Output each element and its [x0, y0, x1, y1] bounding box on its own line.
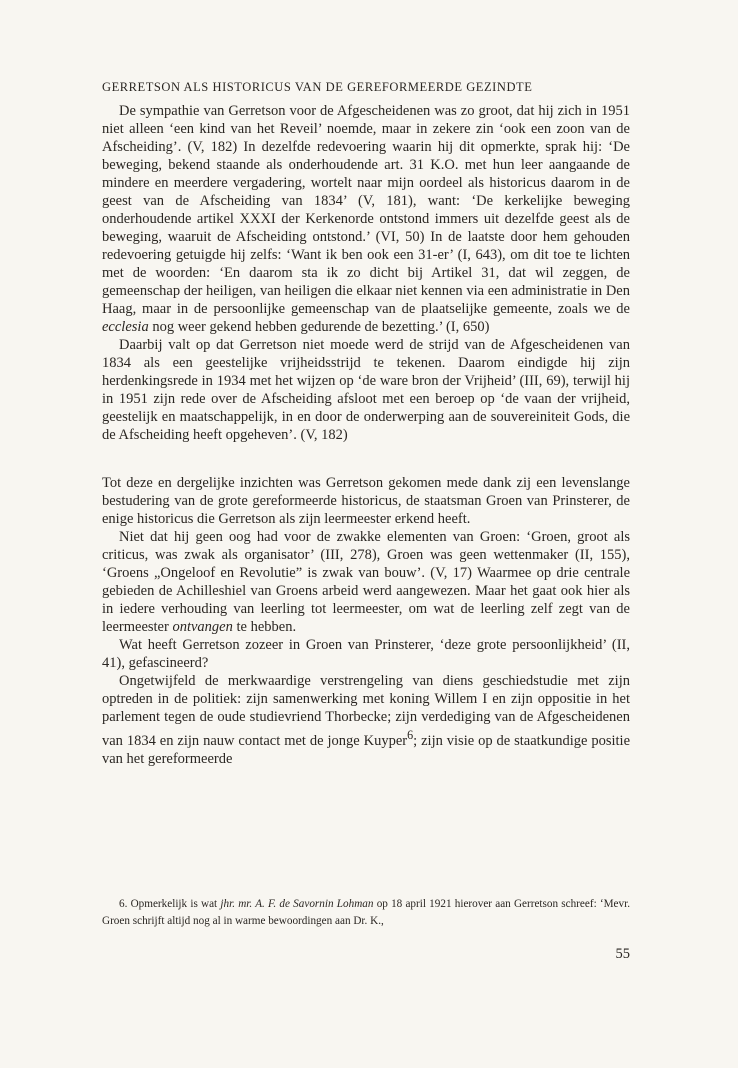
footnote-rest: op 18 april 1921 hierover aan Gerretson schreef: ‘Mevr. Groen schrijft altijd nog al in warme bewoordingen aan Dr. K.,: [102, 898, 631, 927]
paragraph: [102, 528, 630, 636]
footnote: [102, 896, 630, 930]
footnote-text: [102, 896, 630, 930]
running-head: GERRETSON ALS HISTORICUS VAN DE GEREFORMEERDE GEZINDTE: [102, 80, 533, 94]
paragraph-text: Niet dat hij geen oog had voor de zwakke elementen van Groen: ‘Groen, groot als criticus, was zwak als organisator’ (III, 278), Groen was geen wettenmaker (II, 155), ‘Groens „Ongeloof en Revolutie” is zwak van bouw’. (V, 17) Waarmee op drie centrale gebieden de Achilleshiel van Groens arbeid werd aangewezen. Maar het gaat ook hier als in iedere verhouding van leerling tot leermeester, om wat de leerling zelf zegt van de leermeester: [102, 529, 630, 635]
italic-term: ecclesia: [102, 319, 149, 335]
paragraph: [102, 672, 630, 768]
paragraph: Tot deze en dergelijke inzichten was Gerretson gekomen mede dank zij een levenslange bestudering van de grote gereformeerde historicus, de staatsman Groen van Prinsterer, de enige historicus die Gerretson als zijn leermeester erkend heeft.: [102, 475, 630, 527]
footnote-ref: 6: [407, 728, 414, 742]
section-break: [102, 444, 630, 474]
paragraph-text: te hebben.: [236, 619, 297, 635]
paragraph-text: ; zijn visie op de staatkundige positie van het gereformeerde: [102, 732, 631, 767]
paragraph-text: nog weer gekend hebben gedurende de bezetting.’ (I, 650): [152, 319, 490, 335]
paragraph: [102, 102, 630, 336]
paragraph-text: De sympathie van Gerretson voor de Afgescheidenen was zo groot, dat hij zich in 1951 niet alleen ‘een kind van het Reveil’ noemde, maar in zekere zin ‘ook een zoon van de Afscheiding’. (V, 182) In dezelfde redevoering waarin hij dit opmerkte, sprak hij: ‘De beweging, bekend staande als onderhoudende art. 31 K.O. met hun leer aangaande de mindere en meerdere vergadering, wortelt naar mijn oordeel als historicus daarom in de geest van de Afscheiding van 1834’ (V, 181), want: ‘De kerkelijke beweging onderhoudende artikel XXXI der Kerkenorde ontstond immers uit dezelfde geest als de beweging, waaruit de Afscheiding ontstond.’ (VI, 50) In de laatste door hem gehouden redevoering getuigde hij zelfs: ‘Want ik ben ook een 31-er’ (I, 643), om dit toe te lichten met de woorden: ‘En daarom sta ik zo dicht bij Artikel 31, dat wil zeggen, de gemeenschap der heiligen, van heiligen die elkaar niet kennen via een administratie in Den Haag, maar in de persoonlijke gemeenschap van de plaatselijke gemeente, zoals we de: [102, 103, 630, 317]
body-text: [102, 102, 630, 768]
paragraph-text: Ongetwijfeld de merkwaardige verstrengeling van diens geschiedstudie met zijn optreden in de politiek: zijn samenwerking met koning Willem I en zijn oppositie in het parlement tegen de oude studievriend Thorbecke; zijn verdediging van de Afgescheidenen van 1834 en zijn nauw contact met de jonge Kuyper: [102, 673, 630, 749]
footnote-author: jhr. mr. A. F. de Savornin Lohman: [220, 898, 374, 910]
footnote-lead: 6. Opmerkelijk is wat: [119, 898, 218, 910]
italic-term: ontvangen: [172, 619, 233, 635]
paragraph: Wat heeft Gerretson zozeer in Groen van Prinsterer, ‘deze grote persoonlijkheid’ (II, 41), gefascineerd?: [102, 637, 630, 671]
page-number: 55: [615, 946, 630, 962]
paragraph: Daarbij valt op dat Gerretson niet moede werd de strijd van de Afgescheidenen van 1834 als een geestelijke vrijheidsstrijd te tekenen. Daarom eindigde hij zijn herdenkingsrede in 1934 met het wijzen op ‘de ware bron der Vrijheid’ (III, 69), terwijl hij in 1951 zijn rede over de Afscheiding afsloot met een beroep op ‘de vaan der vrijheid, geestelijk en maatschappelijk, in en door de onderwerping aan de souvereiniteit Gods, die de Afscheiding heeft opgeheven’. (V, 182): [102, 337, 630, 443]
